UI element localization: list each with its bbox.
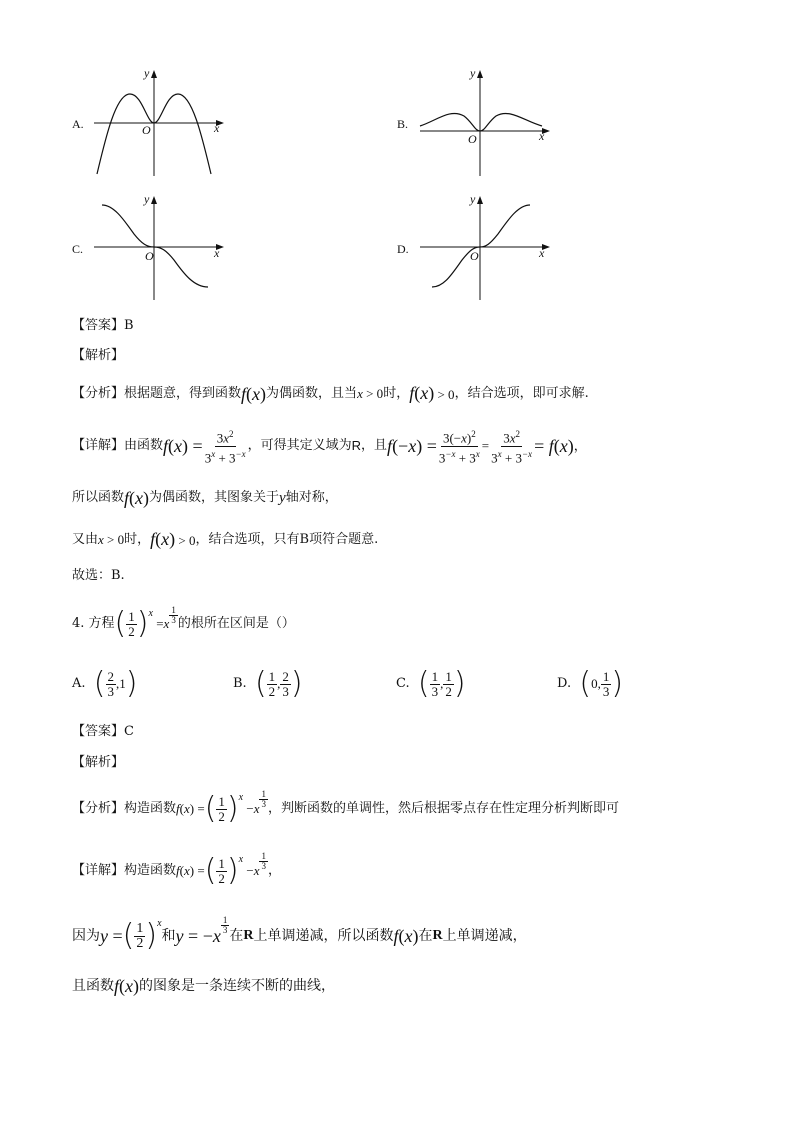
graph-d-x-label: x bbox=[539, 246, 545, 260]
q3-fenxi-text-2: 为偶函数，且当 bbox=[266, 386, 358, 401]
q4-fenxi-text-2: ，判断函数的单调性，然后根据零点存在性定理分析判断即可 bbox=[267, 801, 619, 816]
q3-line4-fxgt0: f(x) > 0 bbox=[150, 529, 196, 549]
q3-xj-text-2: ，可得其定义域为 bbox=[247, 438, 352, 453]
graph-c-y-label: y bbox=[144, 192, 150, 206]
q3-fenxi-text-1: 根据题意，得到函数 bbox=[124, 386, 242, 401]
q4-fenxi-fx: f(x) = bbox=[176, 801, 205, 816]
q4-because-text-3: 在 bbox=[229, 928, 244, 944]
q4-fenxi-text-1: 构造函数 bbox=[124, 801, 177, 816]
graph-c bbox=[92, 192, 228, 304]
q3-fenxi-xgt0: x > 0 bbox=[357, 386, 384, 401]
graph-a-y-arrow bbox=[151, 70, 157, 78]
q4-analysis-heading: 【解析】 bbox=[72, 755, 125, 770]
graph-b-x-label: x bbox=[539, 129, 545, 143]
q3-line3-text-1: 所以函数 bbox=[72, 490, 125, 505]
graph-d-curve bbox=[432, 205, 530, 287]
q3-xiangjie-line: 【详解】 由函数 f(x) = $\frac{3x^2}{3^x + 3^{-x}}$ ，可得其定义域为 R ，且 f(−x) = $\frac{3(-x)^2}{3^{-x} + 3^x}$ = $\frac{3x^2}{3^x + 3^{-x}}$ = f(x) ， bbox=[72, 429, 587, 465]
q4-last-line: 且函数 f(x) 的图象是一条连续不断的曲线， bbox=[72, 976, 336, 996]
option-d-label: D. bbox=[397, 242, 409, 256]
graph-d-origin-label: O bbox=[470, 249, 479, 263]
q3-xj-fraction-1: $\frac{3x^2}{3^x + 3^{-x}}$ bbox=[204, 429, 246, 465]
q4-option-b[interactable]: B. ( $\frac{1}{2}$ , $\frac{2}{3}$ ) bbox=[233, 666, 303, 701]
q3-xj-f-negx: f(−x) = bbox=[387, 436, 437, 456]
q4-xj-fx: f(x) = bbox=[176, 863, 205, 878]
q4-because-line: 因为 y = ( $\frac{1}{2}$ ) $^x$ 和 y = −x $\frac{1}{3}$ 在 R 上单调递减，所以函数 f(x) 在 R 上单调递减， bbox=[72, 915, 527, 953]
q4-last-text-1: 且函数 bbox=[72, 978, 114, 994]
q3-line3-text-3: 轴对称， bbox=[285, 490, 338, 505]
q4-option-b-label: B. bbox=[233, 676, 247, 691]
q3-conclusion: 故选：B. bbox=[72, 568, 125, 583]
q3-fenxi-fx: f(x) bbox=[241, 384, 267, 404]
graph-d-y-arrow bbox=[477, 196, 483, 204]
q3-line4-text-1: 又由 bbox=[72, 532, 99, 547]
q3-fenxi-line bbox=[72, 384, 589, 404]
q3-xj-fx: f(x) = bbox=[163, 436, 203, 456]
q4-because-text-6: 上单调递减， bbox=[442, 928, 527, 944]
q4-xiangjie-tag: 【详解】 bbox=[72, 863, 125, 878]
q4-option-d[interactable]: D. ( 0, $\frac{1}{3}$ ) bbox=[557, 666, 624, 701]
q3-fenxi-text-3: 时， bbox=[383, 386, 410, 401]
q4-stem-exponent: $\frac{1}{3}$ bbox=[171, 605, 176, 625]
q3-line3-fx: f(x) bbox=[124, 488, 150, 508]
q4-stem-text-2: 的根所在区间是（） bbox=[177, 616, 295, 631]
q4-xj-text-1: 构造函数 bbox=[124, 863, 177, 878]
graph-c-curve bbox=[102, 205, 208, 287]
q4-xiangjie-line: 【详解】 构造函数 f(x) = ( $\frac{1}{2}$ ) $^x$ − x $\frac{1}{3}$ ， bbox=[72, 851, 281, 888]
graph-a-origin-label: O bbox=[142, 123, 151, 137]
q4-option-c-label: C. bbox=[396, 676, 410, 691]
q4-stem-text-1: 4. 方程 bbox=[72, 616, 115, 631]
q3-line3-y: y bbox=[279, 490, 286, 506]
q4-stem-half: $\frac{1}{2}$ bbox=[128, 608, 135, 639]
q3-xj-fraction-2: $\frac{3(-x)^2}{3^{-x} + 3^x}$ bbox=[438, 429, 480, 465]
q4-because-text-2: 和 bbox=[161, 928, 176, 944]
q3-analysis-heading: 【解析】 bbox=[72, 348, 125, 363]
q3-xj-equals-fx: = f(x) bbox=[534, 436, 574, 456]
graph-a-y-label: y bbox=[144, 66, 150, 80]
graph-a bbox=[92, 66, 228, 178]
q3-fenxi-text-4: ，结合选项，即可求解. bbox=[454, 386, 589, 401]
graph-d bbox=[418, 192, 554, 304]
graph-c-origin-label: O bbox=[145, 249, 154, 263]
graph-b bbox=[418, 66, 554, 178]
q4-xj-end: ， bbox=[267, 863, 281, 878]
q3-xj-text-3: ，且 bbox=[361, 438, 388, 453]
q3-line4-text-2: 时， bbox=[124, 532, 151, 547]
q3-line4-xgt0: x > 0 bbox=[98, 532, 125, 547]
q4-stem: 4. 方程 ( $\frac{1}{2}$ ) $^x$ = x $\frac{1}{3}$ 的根所在区间是（） bbox=[72, 605, 295, 641]
graph-b-y-label: y bbox=[470, 66, 476, 80]
option-b-label: B. bbox=[397, 117, 409, 131]
q3-line4-b: B bbox=[299, 532, 310, 547]
graph-a-x-label: x bbox=[214, 121, 220, 135]
q4-option-c[interactable]: C. ( $\frac{1}{3}$ , $\frac{1}{2}$ ) bbox=[396, 666, 466, 701]
q4-answer: 【答案】C bbox=[72, 724, 134, 739]
q3-fenxi-fxgt0: f(x) > 0 bbox=[409, 383, 455, 403]
q3-fenxi-tag: 【分析】 bbox=[72, 386, 125, 401]
q3-xj-text-1: 由函数 bbox=[124, 438, 164, 453]
q4-because-r-2: R bbox=[432, 928, 443, 943]
q4-because-r: R bbox=[243, 928, 254, 943]
q3-xj-fraction-3: $\frac{3x^2}{3^x + 3^{-x}}$ bbox=[491, 429, 533, 465]
graph-d-y-label: y bbox=[470, 192, 476, 206]
graph-b-y-arrow bbox=[477, 70, 483, 78]
q3-xj-domain: R bbox=[351, 438, 362, 453]
q3-line3-text-2: 为偶函数，其图象关于 bbox=[149, 490, 280, 505]
q3-line-4 bbox=[72, 530, 378, 550]
q3-xiangjie-tag: 【详解】 bbox=[72, 438, 125, 453]
q3-line4-text-4: 项符合题意. bbox=[309, 532, 379, 547]
q4-because-text-1: 因为 bbox=[72, 928, 100, 944]
option-a-label: A. bbox=[72, 117, 84, 131]
q3-line-3 bbox=[72, 488, 338, 508]
option-c-label: C. bbox=[72, 242, 84, 256]
q4-option-d-label: D. bbox=[557, 676, 572, 691]
q4-fenxi-line: 【分析】 构造函数 f(x) = ( $\frac{1}{2}$ ) $^x$ − x $\frac{1}{3}$ ，判断函数的单调性，然后根据零点存在性定理分析判断即可 bbox=[72, 789, 619, 826]
graph-b-origin-label: O bbox=[468, 132, 477, 146]
graph-b-curve bbox=[420, 113, 542, 131]
graph-c-x-label: x bbox=[214, 246, 220, 260]
q4-option-a-label: A. bbox=[72, 676, 86, 691]
q4-fenxi-tag: 【分析】 bbox=[72, 801, 125, 816]
q3-answer: 【答案】B bbox=[72, 318, 134, 333]
q4-option-a[interactable]: A. ( $\frac{2}{3}$ ,1 ) bbox=[72, 666, 138, 701]
q4-because-text-5: 在 bbox=[418, 928, 433, 944]
graph-c-y-arrow bbox=[151, 196, 157, 204]
q4-because-text-4: 上单调递减，所以函数 bbox=[253, 928, 394, 944]
q3-line4-text-3: ，结合选项，只有 bbox=[195, 532, 300, 547]
q4-last-text-2: 的图象是一条连续不断的曲线， bbox=[139, 978, 336, 994]
